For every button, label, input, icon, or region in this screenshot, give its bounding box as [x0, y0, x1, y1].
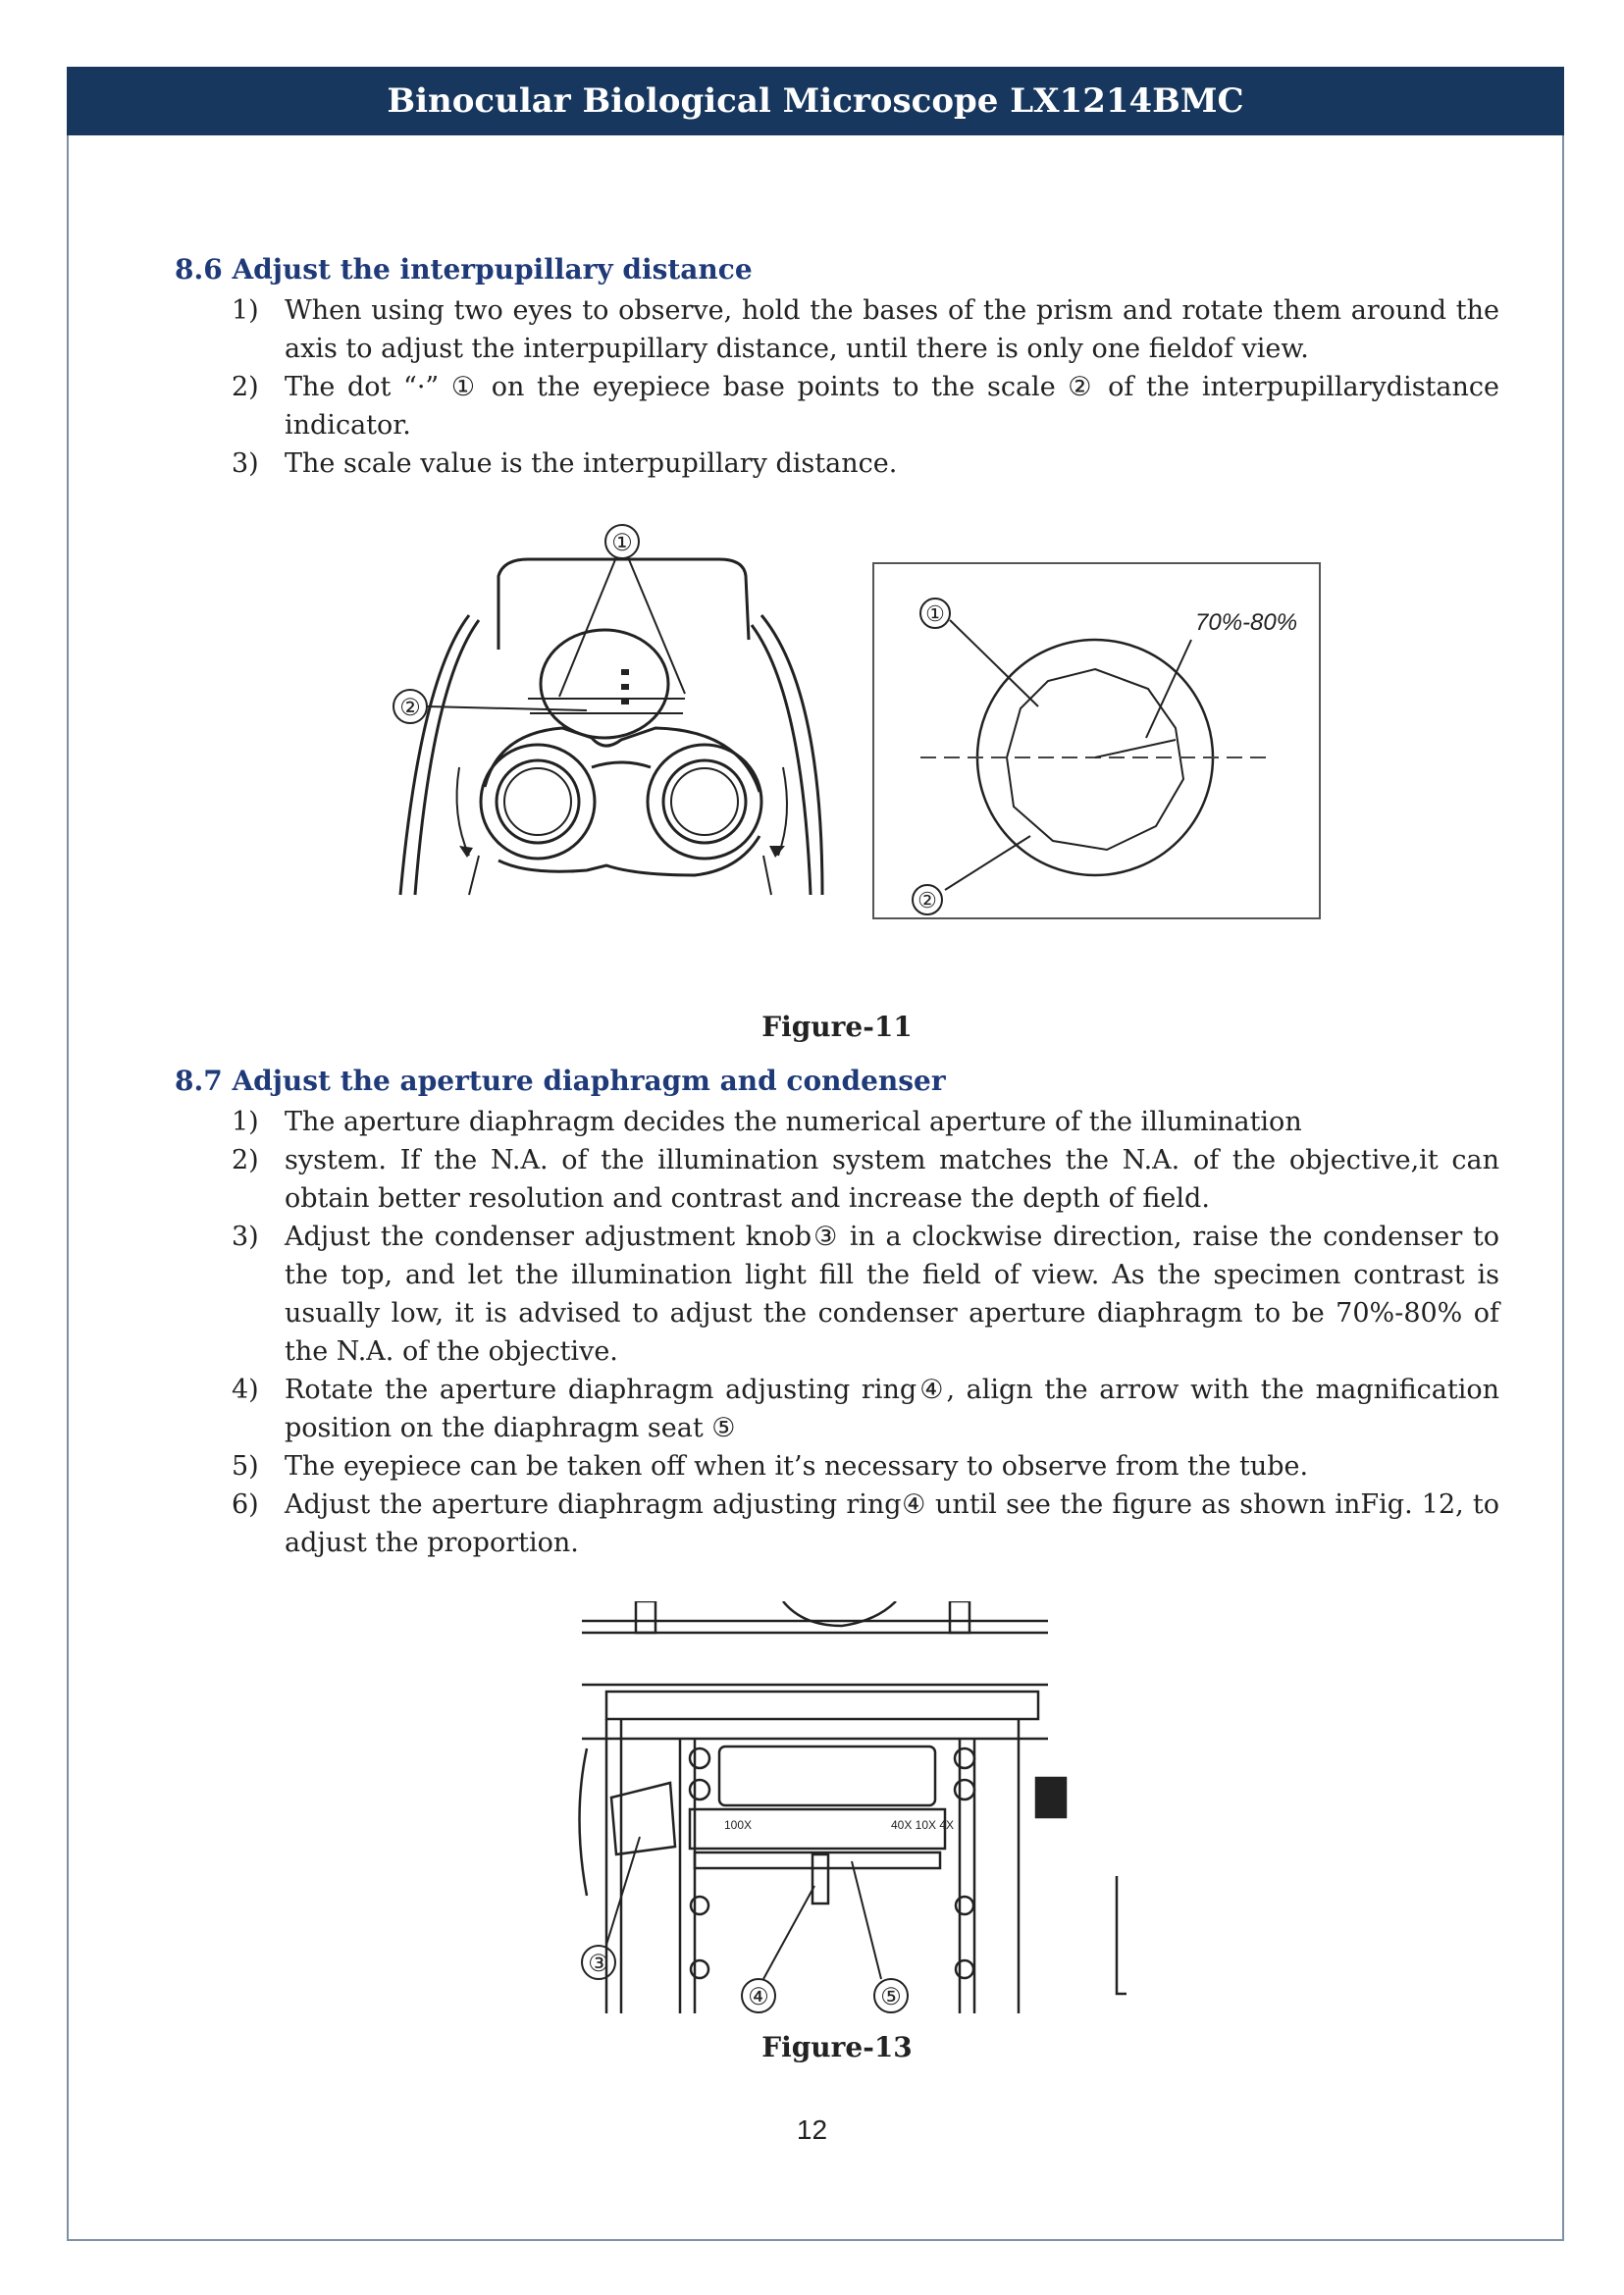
list-item: 5) The eyepiece can be taken off when it’s necessary to observe from the tube.: [232, 1451, 1309, 1482]
figure-13-caption: Figure-13: [761, 2031, 913, 2063]
section-8-6: [175, 253, 1499, 483]
list-item: 1) The aperture diaphragm decides the numerical aperture of the illumination: [232, 1107, 1302, 1137]
list-item: 3) The scale value is the interpupillary distance.: [232, 448, 898, 479]
callout-3: ③: [588, 1951, 609, 1977]
section-8-7: [175, 1065, 1499, 1562]
section-title: 8.7 Adjust the aperture diaphragm and condenser: [175, 1065, 946, 1097]
list-item: 3) Adjust the condenser adjustment knob③ in a clockwise direction, raise the condenser to the top, and let the illumination light fill the field of view. As the specimen contrast is usually low, it is advised to adjust the condenser aperture diaphragm to be 70%-80% of the N.A. of the objective.: [232, 1222, 1499, 1367]
document-header: Binocular Biological Microscope LX1214BMC: [67, 67, 1564, 135]
callout-2: ②: [399, 695, 421, 721]
figure-11: [175, 522, 1499, 993]
list-item: 6) Adjust the aperture diaphragm adjusting ring④ until see the figure as shown inFig. 12, to adjust the proportion.: [232, 1489, 1499, 1558]
callout-1: ①: [611, 530, 633, 556]
percent-label: 70%-80%: [1195, 609, 1298, 636]
figure-11-drawing: [175, 522, 1499, 993]
figure-13: [175, 1601, 1499, 2013]
list-item: 2) system. If the N.A. of the illumination system matches the N.A. of the objective,it can obtain better resolution and contrast and increase the depth of field.: [232, 1145, 1499, 1214]
list-item: 2) The dot “·” ① on the eyepiece base points to the scale ② of the interpupillarydistance indicator.: [232, 372, 1499, 441]
steps-list: [175, 291, 1499, 483]
callout-5: ⑤: [880, 1984, 902, 2010]
section-title: 8.6 Adjust the interpupillary distance: [175, 253, 753, 286]
scale-left: 100X: [724, 1818, 753, 1832]
list-item: 1) When using two eyes to observe, hold the bases of the prism and rotate them around the axis to adjust the interpupillary distance, until there is only one fieldof view.: [232, 295, 1499, 364]
right-label-2: ②: [917, 888, 937, 913]
figure-13-drawing: [175, 1601, 1499, 2013]
page-content: [175, 253, 1499, 2063]
scale-right: 40X 10X 4X: [891, 1818, 955, 1832]
callout-4: ④: [748, 1984, 769, 2010]
list-item: 4) Rotate the aperture diaphragm adjusting ring④, align the arrow with the magnification position on the diaphragm seat ⑤: [232, 1375, 1499, 1443]
steps-list: [175, 1103, 1499, 1562]
figure-11-caption: Figure-11: [761, 1011, 913, 1043]
right-label-1: ①: [925, 601, 945, 626]
page-number: 12: [796, 2114, 828, 2145]
